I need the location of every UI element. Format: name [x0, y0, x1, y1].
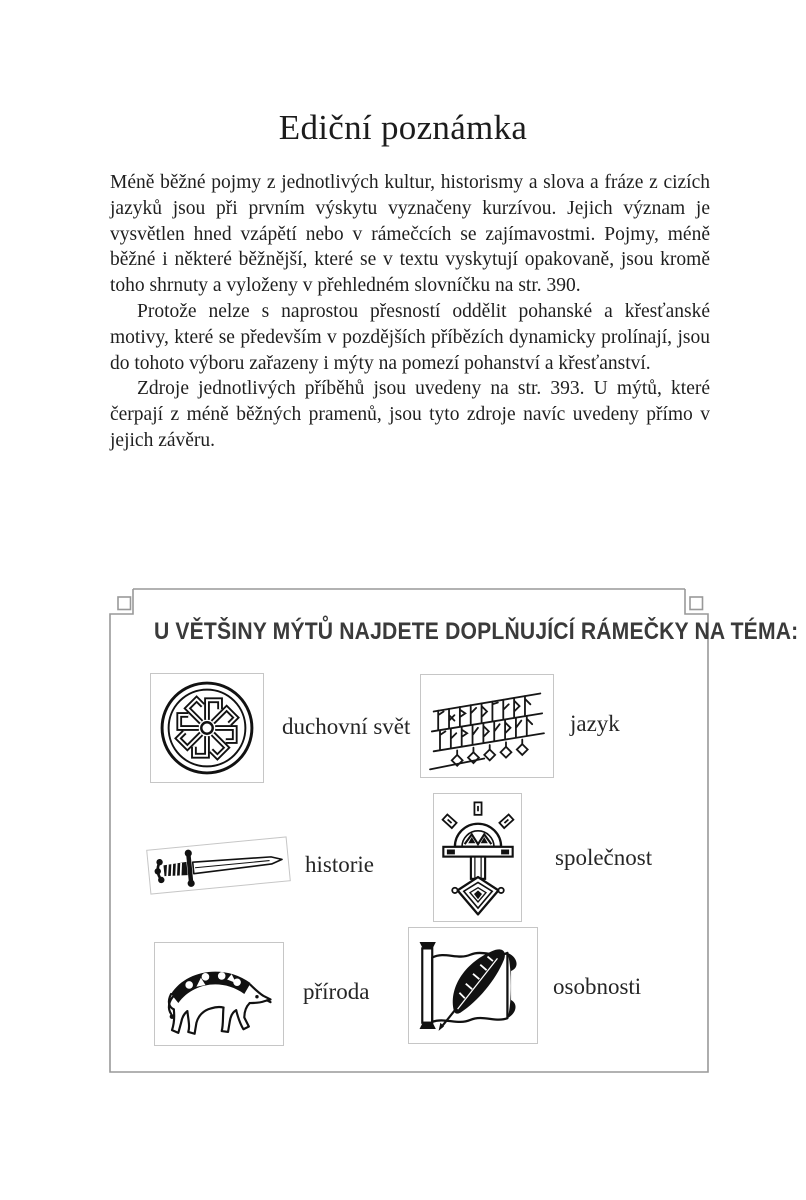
legend-label-historie: historie	[305, 852, 374, 877]
runic-inscription-icon	[425, 679, 549, 773]
icon-box-historie	[146, 836, 291, 894]
paragraph-1: Méně běžné pojmy z jednotlivých kultur, historismy a slova a fráze z cizích jazyků jsou při prvním výskytu vyznačeny kurzívou. Jejich význam je vysvětlen hned vzápětí nebo v rámečcích se zajímavostmi. Pojmy, méně běžné i některé běžnější, které se v textu vyskytují opakovaně, jsou kromě toho shrnuty a vyloženy v přehledném slovníčku na str. 390.	[110, 172, 710, 297]
icon-box-spolecnost	[433, 793, 522, 922]
scroll-and-quill-icon	[414, 933, 532, 1039]
legend-heading	[110, 618, 799, 646]
corner-square-ornament-right	[690, 597, 703, 610]
paragraph-2: Protože nelze s naprostou přesností oddělit pohanské a křesťanské motivy, které se především v pozdějších příbězích dynamicky prolínají, jsou do tohoto výboru zařazeny i mýty na pomezí pohanství a křesťanství.	[110, 300, 710, 374]
body-text-block	[110, 170, 710, 454]
axe-amulet-icon	[438, 798, 518, 917]
sword-icon	[150, 839, 287, 893]
legend-label-osobnosti: osobnosti	[553, 974, 642, 999]
legend-label-priroda: příroda	[303, 979, 370, 1004]
corner-square-ornament-left	[118, 597, 131, 610]
icon-box-osobnosti	[408, 927, 538, 1044]
icon-box-jazyk	[420, 674, 554, 778]
legend-label-duchovni-svet: duchovní svět	[282, 714, 411, 739]
legend-label-jazyk: jazyk	[570, 711, 620, 736]
legend-heading-text: U VĚTŠINY MÝTŮ NAJDETE DOPLŇUJÍCÍ RÁMEČKY NA TÉMA:	[153, 618, 799, 645]
kolovrat-sun-wheel-icon	[158, 679, 256, 777]
boar-icon	[159, 947, 279, 1041]
page-title: Ediční poznámka	[278, 108, 528, 147]
paragraph-3: Zdroje jednotlivých příběhů jsou uvedeny na str. 393. U mýtů, které čerpají z méně běžných pramenů, jsou tyto zdroje navíc uvedeny přímo v jejich závěru.	[110, 378, 710, 451]
icon-box-duchovni-svet	[150, 673, 264, 783]
legend-label-spolecnost: společnost	[555, 845, 653, 870]
icon-box-priroda	[154, 942, 284, 1046]
